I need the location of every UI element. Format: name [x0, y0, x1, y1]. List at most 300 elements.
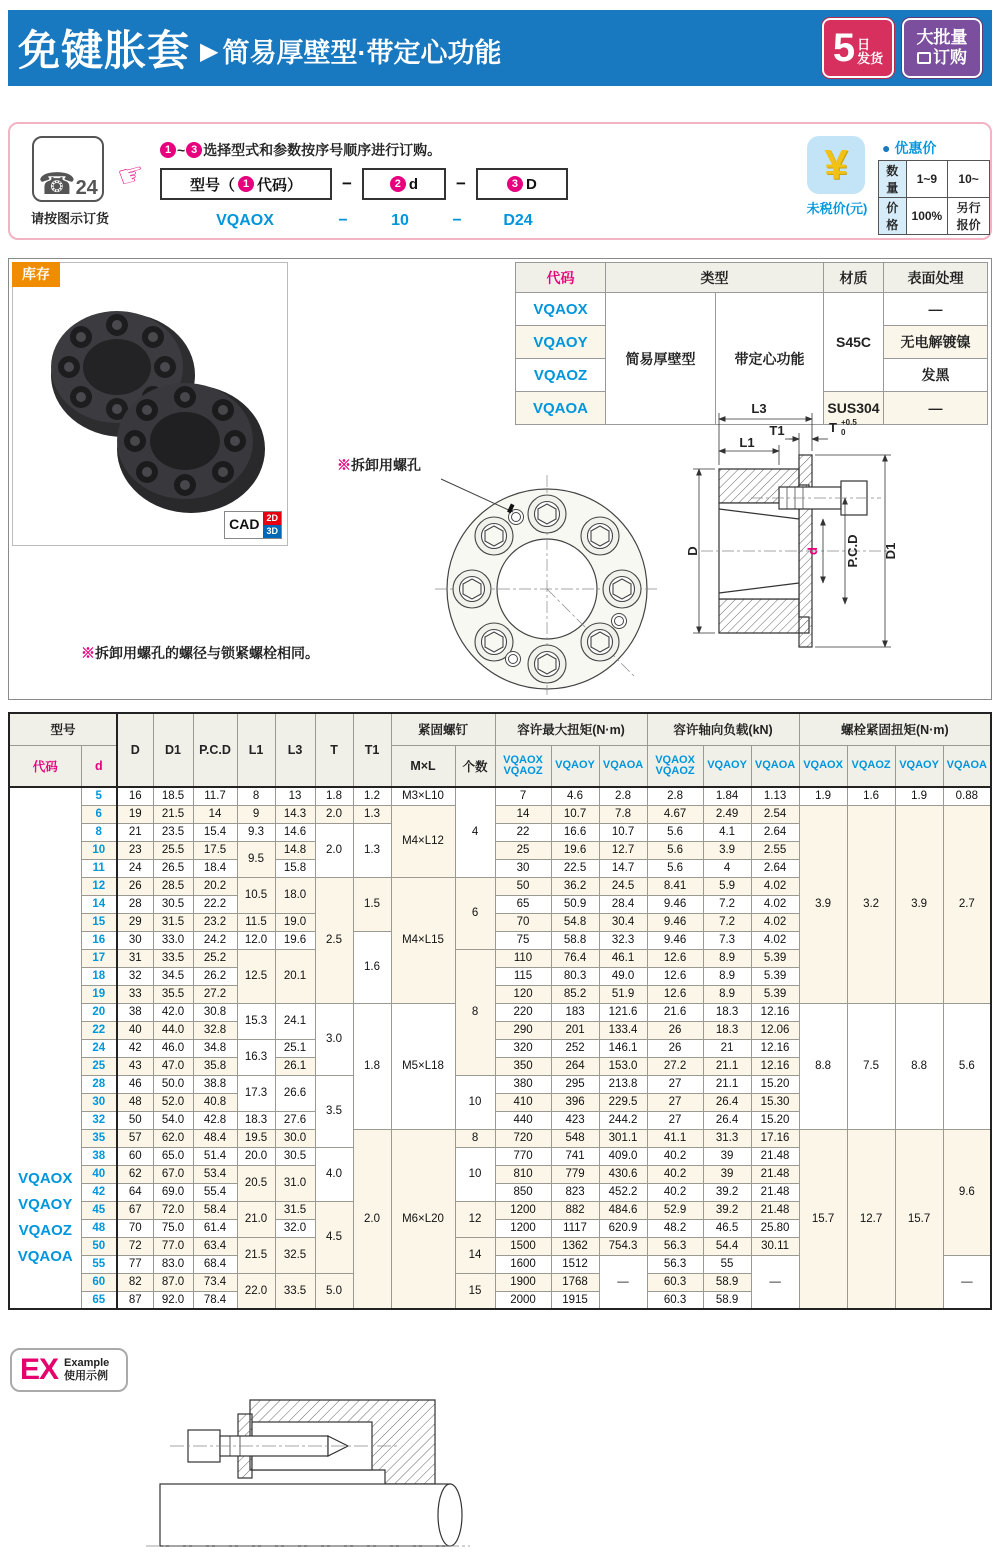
spec-value: 8 — [455, 949, 495, 1075]
spec-value: 1.8 — [353, 1003, 391, 1129]
spec-value: 3.2 — [847, 805, 895, 1003]
spec-value: 2.49 — [703, 805, 751, 823]
spec-value: 9.46 — [647, 931, 703, 949]
surface-value: — — [884, 392, 988, 425]
dim-T1: T1 — [769, 423, 785, 438]
order-box-D — [476, 168, 568, 200]
spec-value: 17.5 — [193, 841, 237, 859]
header-D: D — [117, 713, 153, 787]
spec-value: 60 — [117, 1147, 153, 1165]
header-vqaox-vqaoz: VQAOX VQAOZ — [647, 745, 703, 787]
spec-value: 27 — [647, 1075, 703, 1093]
spec-value: 32.3 — [599, 931, 647, 949]
pointing-hand-icon: ☞ — [114, 156, 149, 195]
cad-3d-label: 3D — [263, 525, 281, 538]
spec-value: 5.9 — [703, 877, 751, 895]
surface-value: 无电解镀镍 — [884, 326, 988, 359]
d-value: 20 — [81, 1003, 117, 1021]
product-photo-panel — [12, 262, 288, 546]
spec-value: 85.2 — [551, 985, 599, 1003]
spec-value: 14 — [193, 805, 237, 823]
ex-label-cn: 使用示例 — [64, 1370, 109, 1382]
spec-table — [8, 712, 992, 1310]
d-value: 15 — [81, 913, 117, 931]
dash: − — [452, 212, 462, 229]
spec-value: 33 — [117, 985, 153, 1003]
spec-value: 229.5 — [599, 1093, 647, 1111]
spec-value: 21.0 — [237, 1201, 275, 1237]
spec-value: 22.0 — [237, 1273, 275, 1309]
spec-value: 51.4 — [193, 1147, 237, 1165]
spec-value: 301.1 — [599, 1129, 647, 1147]
note-text: 拆卸用螺孔的螺径与锁紧螺栓相同。 — [95, 645, 319, 661]
spec-value: 13 — [275, 787, 315, 805]
bulk-order-badge — [902, 18, 982, 78]
cad-badge — [224, 511, 282, 539]
header-screw-group: 紧固螺钉 — [391, 713, 495, 745]
spec-value: 484.6 — [599, 1201, 647, 1219]
spec-value: 1.6 — [353, 931, 391, 1003]
spec-value: 5.6 — [647, 823, 703, 841]
spec-value: 110 — [495, 949, 551, 967]
spec-value: 64 — [117, 1183, 153, 1201]
spec-value: 34.5 — [153, 967, 193, 985]
dim-PCD: P.C.D — [845, 534, 860, 568]
spec-value: 27 — [647, 1111, 703, 1129]
spec-value: 1.9 — [895, 787, 943, 805]
spec-value: 46.0 — [153, 1039, 193, 1057]
spec-value: 1.8 — [315, 787, 353, 805]
spec-value: 4.0 — [315, 1147, 353, 1201]
header-vqaoz: VQAOZ — [847, 745, 895, 787]
spec-value: 4.02 — [751, 877, 799, 895]
spec-value: 39 — [703, 1147, 751, 1165]
spec-value: 16.3 — [237, 1039, 275, 1075]
spec-value: 1.6 — [847, 787, 895, 805]
spec-value: 10 — [455, 1147, 495, 1201]
example-drawing — [100, 1392, 540, 1552]
spec-value: 1.9 — [799, 787, 847, 805]
spec-value: 12.6 — [647, 985, 703, 1003]
spec-value: 3.9 — [799, 805, 847, 1003]
spec-value: 24.2 — [193, 931, 237, 949]
spec-value: 19 — [117, 805, 153, 823]
d-value: 5 — [81, 787, 117, 805]
spec-value: 60.3 — [647, 1273, 703, 1291]
spec-value: 14 — [495, 805, 551, 823]
step-3-icon: 3 — [186, 142, 202, 158]
spec-value: 25 — [495, 841, 551, 859]
spec-value: 8 — [455, 1129, 495, 1147]
surface-value: 发黑 — [884, 359, 988, 392]
spec-value: 264 — [551, 1057, 599, 1075]
header-D1: D1 — [153, 713, 193, 787]
bulk-book-icon — [917, 52, 931, 64]
spec-value: 10.7 — [551, 805, 599, 823]
order-panel — [8, 122, 992, 240]
d-value: 65 — [81, 1291, 117, 1309]
box3-label: D — [525, 175, 537, 193]
dim-T: T — [829, 420, 837, 435]
spec-value: 22 — [495, 823, 551, 841]
d-value: 38 — [81, 1147, 117, 1165]
spec-value: 29 — [117, 913, 153, 931]
spec-value: 27.2 — [193, 985, 237, 1003]
spec-value: 26 — [647, 1039, 703, 1057]
instruction-text: 选择型式和参数按序号顺序进行订购。 — [203, 142, 442, 158]
spec-value: 87 — [117, 1291, 153, 1309]
spec-value: 213.8 — [599, 1075, 647, 1093]
spec-value: 5.6 — [647, 841, 703, 859]
spec-value: 73.4 — [193, 1273, 237, 1291]
spec-value: M3×L10 — [391, 787, 455, 805]
header-vqaoa: VQAOA — [943, 745, 991, 787]
d-value: 6 — [81, 805, 117, 823]
header-vqaox-vqaoz: VQAOX VQAOZ — [495, 745, 551, 787]
spec-value: 61.4 — [193, 1219, 237, 1237]
type-h-type: 类型 — [606, 263, 824, 293]
spec-value: 16.6 — [551, 823, 599, 841]
spec-value: 24.5 — [599, 877, 647, 895]
d-value: 55 — [81, 1255, 117, 1273]
qty-range-1: 1~9 — [906, 161, 948, 198]
spec-value: 48 — [117, 1093, 153, 1111]
spec-value: 83.0 — [153, 1255, 193, 1273]
header-code: 代码 — [9, 745, 81, 787]
spec-value: 452.2 — [599, 1183, 647, 1201]
spec-value: 7.8 — [599, 805, 647, 823]
spec-value: 15.4 — [193, 823, 237, 841]
spec-value: 7.5 — [847, 1003, 895, 1129]
spec-value: 183 — [551, 1003, 599, 1021]
spec-value: 72.0 — [153, 1201, 193, 1219]
discount-price-title — [882, 138, 936, 158]
product-photo — [13, 263, 287, 545]
spec-value: 58.9 — [703, 1291, 751, 1309]
order-instruction — [160, 140, 441, 160]
spec-value: 2.54 — [751, 805, 799, 823]
spec-value: 1.84 — [703, 787, 751, 805]
spec-value: 52.9 — [647, 1201, 703, 1219]
phone-24-label: 24 — [75, 177, 98, 199]
spec-value: 2.5 — [315, 877, 353, 1003]
header-L3: L3 — [275, 713, 315, 787]
spec-value: 33.5 — [153, 949, 193, 967]
header-axial-group: 容许轴向负载(kN) — [647, 713, 799, 745]
spec-value: 1768 — [551, 1273, 599, 1291]
spec-value: 26.5 — [153, 859, 193, 877]
d-value: 12 — [81, 877, 117, 895]
spec-value: 27.2 — [647, 1057, 703, 1075]
material-s45c: S45C — [824, 293, 884, 392]
spec-value: 810 — [495, 1165, 551, 1183]
dash: − — [338, 212, 348, 229]
spec-value: 770 — [495, 1147, 551, 1165]
spec-value: 153.0 — [599, 1057, 647, 1075]
d-value: 24 — [81, 1039, 117, 1057]
dim-L1: L1 — [739, 435, 755, 450]
spec-value: 15.3 — [237, 1003, 275, 1039]
step-1-icon: 1 — [238, 176, 254, 192]
spec-value: 30.11 — [751, 1237, 799, 1255]
d-value: 16 — [81, 931, 117, 949]
dot-icon: ● — [882, 140, 891, 156]
spec-value: 18.4 — [193, 859, 237, 877]
header-d: d — [81, 745, 117, 787]
spec-value: 21.5 — [237, 1237, 275, 1273]
spec-value: 58.4 — [193, 1201, 237, 1219]
header-torque-group: 容许最大扭矩(N·m) — [495, 713, 647, 745]
d-value: 11 — [81, 859, 117, 877]
spec-value: — — [943, 1255, 991, 1309]
spec-value: 15.20 — [751, 1075, 799, 1093]
type-h-surface: 表面处理 — [884, 263, 988, 293]
spec-value: 42.0 — [153, 1003, 193, 1021]
spec-value: 27.6 — [275, 1111, 315, 1129]
example-D: D24 — [503, 212, 533, 229]
example-d: 10 — [391, 212, 409, 229]
spec-value: 121.6 — [599, 1003, 647, 1021]
spec-value: 23.5 — [153, 823, 193, 841]
page-subtitle: 简易厚壁型·带定心功能 — [222, 37, 502, 68]
spec-value: 31.3 — [703, 1129, 751, 1147]
header-bolt-group: 螺栓紧固扭矩(N·m) — [799, 713, 991, 745]
spec-value: 40 — [117, 1021, 153, 1039]
spec-value: 3.9 — [703, 841, 751, 859]
spec-value: 2.55 — [751, 841, 799, 859]
spec-value: M5×L18 — [391, 1003, 455, 1129]
spec-value: 4.02 — [751, 895, 799, 913]
spec-value: 8.9 — [703, 985, 751, 1003]
spec-value: 26 — [117, 877, 153, 895]
dim-T-tol-dn: 0 — [841, 428, 846, 437]
spec-value: 1200 — [495, 1219, 551, 1237]
d-value: 18 — [81, 967, 117, 985]
header-L1: L1 — [237, 713, 275, 787]
spec-value: 1117 — [551, 1219, 599, 1237]
spec-value: 67 — [117, 1201, 153, 1219]
d-value: 14 — [81, 895, 117, 913]
spec-value: 850 — [495, 1183, 551, 1201]
spec-value: 823 — [551, 1183, 599, 1201]
ex-label-en: Example — [64, 1357, 110, 1369]
spec-value: 410 — [495, 1093, 551, 1111]
discount-title-text: 优惠价 — [894, 140, 937, 156]
spec-value: 2.0 — [315, 823, 353, 877]
order-box-d — [362, 168, 446, 200]
d-value: 60 — [81, 1273, 117, 1291]
spec-value: 30.5 — [153, 895, 193, 913]
spec-value: — — [599, 1255, 647, 1309]
price-table — [878, 160, 990, 235]
spec-value: 7.3 — [703, 931, 751, 949]
spec-value: 5.39 — [751, 967, 799, 985]
spec-value: M4×L12 — [391, 805, 455, 877]
spec-value: 23 — [117, 841, 153, 859]
spec-value: 14.6 — [275, 823, 315, 841]
side-view-drawing — [681, 399, 911, 699]
spec-value: 68.4 — [193, 1255, 237, 1273]
header-vqaoy: VQAOY — [895, 745, 943, 787]
spec-value: 115 — [495, 967, 551, 985]
spec-value: 21.1 — [703, 1075, 751, 1093]
bulk-line1: 大批量 — [916, 28, 968, 47]
spec-value: 11.7 — [193, 787, 237, 805]
spec-value: 77 — [117, 1255, 153, 1273]
removal-note — [81, 643, 319, 663]
spec-value: 2000 — [495, 1291, 551, 1309]
spec-value: 26.4 — [703, 1093, 751, 1111]
spec-value: 58.8 — [551, 931, 599, 949]
spec-value: 40.2 — [647, 1147, 703, 1165]
step-3-icon: 3 — [507, 176, 523, 192]
spec-value: 34.8 — [193, 1039, 237, 1057]
spec-value: 21.6 — [647, 1003, 703, 1021]
spec-value: 17.16 — [751, 1129, 799, 1147]
spec-value: 18.3 — [703, 1021, 751, 1039]
spec-value: 28.4 — [599, 895, 647, 913]
spec-value: 2.64 — [751, 823, 799, 841]
spec-value: 8.41 — [647, 877, 703, 895]
surface-value: — — [884, 293, 988, 326]
spec-value: 1.2 — [353, 787, 391, 805]
spec-value: 21.48 — [751, 1165, 799, 1183]
spec-value: 32.5 — [275, 1237, 315, 1273]
spec-value: 201 — [551, 1021, 599, 1039]
spec-value: 26.4 — [703, 1111, 751, 1129]
d-value: 48 — [81, 1219, 117, 1237]
spec-value: 12.0 — [237, 931, 275, 949]
spec-value: 26.6 — [275, 1075, 315, 1111]
spec-value: 54.8 — [551, 913, 599, 931]
table-row — [9, 1129, 991, 1147]
d-value: 17 — [81, 949, 117, 967]
spec-value: 30.8 — [193, 1003, 237, 1021]
spec-value: 57 — [117, 1129, 153, 1147]
spec-value: 54.0 — [153, 1111, 193, 1129]
spec-value: 28.5 — [153, 877, 193, 895]
price-2: 另行报价 — [948, 198, 990, 235]
spec-value: 754.3 — [599, 1237, 647, 1255]
yen-glyph: ¥ — [824, 141, 848, 188]
spec-value: 50 — [117, 1111, 153, 1129]
spec-value: 31.5 — [275, 1201, 315, 1219]
spec-value: 92.0 — [153, 1291, 193, 1309]
product-section — [8, 258, 992, 700]
spec-value: 40.2 — [647, 1165, 703, 1183]
spec-value: 0.88 — [943, 787, 991, 805]
spec-value: 17.3 — [237, 1075, 275, 1111]
spec-value: 26.1 — [275, 1057, 315, 1075]
untaxed-label: 未税价(元) — [806, 201, 868, 216]
type-h-code: 代码 — [516, 263, 606, 293]
spec-value: 14 — [455, 1237, 495, 1273]
d-value: 45 — [81, 1201, 117, 1219]
step-1-icon: 1 — [160, 142, 176, 158]
spec-value: 3.5 — [315, 1075, 353, 1147]
qty-label: 数量 — [879, 161, 907, 198]
header-PCD: P.C.D — [193, 713, 237, 787]
spec-value: 55.4 — [193, 1183, 237, 1201]
spec-value: 20.2 — [193, 877, 237, 895]
spec-value: 25.80 — [751, 1219, 799, 1237]
spec-value: 46.5 — [703, 1219, 751, 1237]
header-model: 型号 — [9, 713, 117, 745]
example-model: VQAOX — [216, 212, 274, 229]
type-code: VQAOY — [516, 326, 606, 359]
dash: − — [455, 174, 466, 193]
spec-value: 10 — [455, 1075, 495, 1129]
spec-value: 15.30 — [751, 1093, 799, 1111]
spec-value: 19.5 — [237, 1129, 275, 1147]
page-header — [8, 10, 992, 86]
spec-value: 220 — [495, 1003, 551, 1021]
spec-value: 7.2 — [703, 913, 751, 931]
dim-T-tol-up: +0.5 — [841, 418, 857, 427]
spec-value: M6×L20 — [391, 1129, 455, 1309]
spec-value: 1362 — [551, 1237, 599, 1255]
spec-value: 18.3 — [703, 1003, 751, 1021]
spec-value: 39.2 — [703, 1183, 751, 1201]
spec-value: 42.8 — [193, 1111, 237, 1129]
d-value: 25 — [81, 1057, 117, 1075]
header-vqaoy: VQAOY — [551, 745, 599, 787]
box1-post: 代码） — [257, 176, 303, 194]
spec-value: 15.7 — [799, 1129, 847, 1309]
phone-icon: ☎ — [38, 168, 76, 201]
spec-value: 32 — [117, 967, 153, 985]
spec-value: 2.0 — [315, 805, 353, 823]
d-value: 35 — [81, 1129, 117, 1147]
spec-value: 440 — [495, 1111, 551, 1129]
spec-value: 70 — [495, 913, 551, 931]
spec-value: 779 — [551, 1165, 599, 1183]
spec-value: 40.8 — [193, 1093, 237, 1111]
spec-value: M4×L15 — [391, 877, 455, 1003]
price-1: 100% — [906, 198, 948, 235]
header-vqaoy: VQAOY — [703, 745, 751, 787]
bulk-line2: 订购 — [933, 48, 967, 67]
spec-value: 7.2 — [703, 895, 751, 913]
type-value-1: 简易厚壁型 — [606, 293, 716, 425]
header-vqaox: VQAOX — [799, 745, 847, 787]
spec-value: 35.5 — [153, 985, 193, 1003]
header-T: T — [315, 713, 353, 787]
spec-value: 26 — [647, 1021, 703, 1039]
spec-value: 65 — [495, 895, 551, 913]
spec-value: 2.64 — [751, 859, 799, 877]
spec-value: 55 — [703, 1255, 751, 1273]
table-row — [9, 787, 991, 805]
spec-value: 3.0 — [315, 1003, 353, 1075]
price-label: 价格 — [879, 198, 907, 235]
spec-value: 5.39 — [751, 985, 799, 1003]
spec-value: 18.3 — [237, 1111, 275, 1129]
spec-value: 396 — [551, 1093, 599, 1111]
spec-value: 33.0 — [153, 931, 193, 949]
spec-value: 50.0 — [153, 1075, 193, 1093]
spec-value: 20.1 — [275, 949, 315, 1003]
ship-days-label: 发货 — [857, 51, 884, 66]
spec-value: 4.67 — [647, 805, 703, 823]
spec-value: 252 — [551, 1039, 599, 1057]
ship-days-number: 5 — [832, 26, 856, 70]
d-value: 50 — [81, 1237, 117, 1255]
material-sus304: SUS304 — [824, 392, 884, 425]
asterisk-mark: ※ — [81, 645, 95, 661]
d-value: 19 — [81, 985, 117, 1003]
phone-24-icon — [32, 136, 104, 202]
